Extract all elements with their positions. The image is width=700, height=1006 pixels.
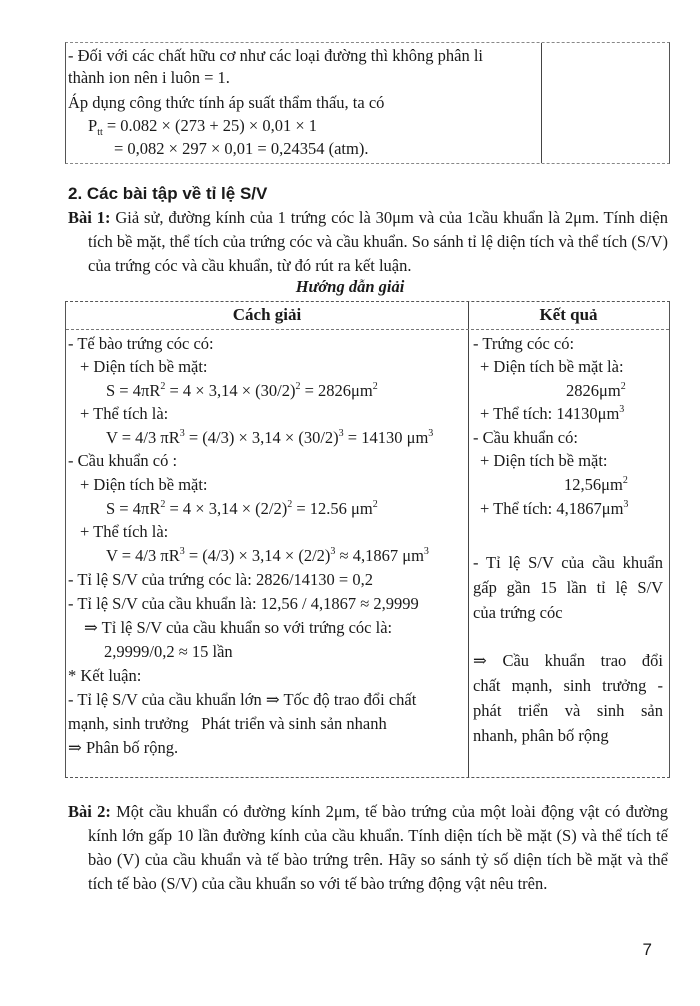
formula-part: V = 4/3 πR xyxy=(106,546,180,565)
result-line: - Tỉ lệ S/V của cầu khuẩn xyxy=(473,553,663,572)
formula-part: = 4 × 3,14 × (2/2) xyxy=(165,499,288,518)
method-line: + Diện tích bề mặt: xyxy=(80,475,208,494)
column-header-result: Kết quả xyxy=(539,305,598,324)
formula-line xyxy=(106,427,433,449)
result-line: của trứng cóc xyxy=(473,603,563,622)
result-line xyxy=(564,474,628,496)
formula-subscript: tt xyxy=(97,127,103,138)
result-line: ⇒ Cầu khuẩn trao đổi xyxy=(473,651,663,670)
text-line: - Đối với các chất hữu cơ như các loại đường thì không phân li xyxy=(68,46,483,65)
formula-part: = 2826μm xyxy=(300,381,373,400)
result-line: + Diện tích bề mặt là: xyxy=(480,357,624,376)
formula-line xyxy=(88,116,317,136)
formula-line xyxy=(106,545,429,567)
result-line: + Diện tích bề mặt: xyxy=(480,451,608,470)
formula-exponent: 2 xyxy=(372,499,378,510)
formula-exponent: 3 xyxy=(179,428,185,439)
result-line xyxy=(480,403,624,425)
formula-part: = 4 × 3,14 × (30/2) xyxy=(165,381,296,400)
formula-exponent: 3 xyxy=(428,428,434,439)
formula-expression: = 0.082 × (273 + 25) × 0,01 × 1 xyxy=(102,116,318,135)
problem-label: Bài 1: xyxy=(68,208,111,227)
formula-exponent: 3 xyxy=(338,428,344,439)
formula-exponent: 2 xyxy=(372,381,378,392)
formula-exponent: 3 xyxy=(179,546,185,557)
previous-solution-table xyxy=(65,42,670,164)
guide-title: Hướng dẫn giải xyxy=(295,277,405,296)
formula-part: S = 4πR xyxy=(106,499,161,518)
result-line: - Trứng cóc có: xyxy=(473,334,575,353)
page-number: 7 xyxy=(642,940,652,959)
formula-part: = (4/3) × 3,14 × (2/2) xyxy=(184,546,331,565)
formula-symbol: P xyxy=(88,116,98,135)
formula-exponent: 2 xyxy=(287,499,293,510)
result-exponent: 3 xyxy=(619,404,625,415)
result-line: - Cầu khuẩn có: xyxy=(473,428,578,447)
text-line: thành ion nên i luôn = 1. xyxy=(68,68,230,87)
result-line: gấp gần 15 lần tỉ lệ S/V xyxy=(473,578,663,597)
result-line xyxy=(566,380,626,402)
formula-part: V = 4/3 πR xyxy=(106,428,180,447)
method-line: - Tỉ lệ S/V của cầu khuẩn là: 12,56 / 4,1867 ≈ 2,9999 xyxy=(68,594,419,613)
formula-line xyxy=(106,498,378,520)
formula-part: = (4/3) × 3,14 × (30/2) xyxy=(184,428,339,447)
result-line: phát triển và sinh sản xyxy=(473,701,663,720)
result-line: nhanh, phân bố rộng xyxy=(473,726,609,745)
section-heading: 2. Các bài tập về tỉ lệ S/V xyxy=(68,184,268,203)
method-line: + Diện tích bề mặt: xyxy=(80,357,208,376)
result-value: 2826μm xyxy=(566,381,621,400)
problem-label: Bài 2: xyxy=(68,802,111,821)
formula-exponent: 2 xyxy=(160,499,166,510)
conclusion-label: * Kết luận: xyxy=(68,666,142,685)
method-line: + Thể tích là: xyxy=(80,404,169,423)
method-line: mạnh, sinh trưởng Phát triển và sinh sản nhanh xyxy=(68,714,387,733)
problem-text: Giả sử, đường kính của 1 trứng cóc là 30μm và của 1cầu khuẩn là 2μm. Tính diện tích bề mặt, thể tích của trứng cóc và cầu khuẩn. So sánh tỉ lệ diện tích và thể tích (S/V) của trứng cóc và cầu khuẩn, từ đó rút ra kết luận. xyxy=(88,208,668,275)
table-header-divider xyxy=(66,329,669,330)
result-value: 12,56μm xyxy=(564,475,623,494)
result-exponent: 2 xyxy=(622,475,628,486)
formula-part: = 14130 μm xyxy=(343,428,429,447)
column-header-method: Cách giải xyxy=(232,305,302,324)
method-line: + Thể tích là: xyxy=(80,522,169,541)
formula-exponent: 3 xyxy=(330,546,336,557)
method-line: ⇒ Phân bố rộng. xyxy=(68,738,179,757)
method-line: - Cầu khuẩn có : xyxy=(68,451,178,470)
method-line: - Tỉ lệ S/V của trứng cóc là: 2826/14130 = 0,2 xyxy=(68,570,373,589)
formula-part: = 12.56 μm xyxy=(292,499,373,518)
formula-part: ≈ 4,1867 μm xyxy=(335,546,424,565)
result-exponent: 3 xyxy=(623,499,629,510)
problem-2 xyxy=(68,800,668,896)
result-line xyxy=(480,498,628,520)
formula-part: S = 4πR xyxy=(106,381,161,400)
solution-table xyxy=(65,301,670,778)
formula-exponent: 2 xyxy=(295,381,301,392)
result-value: + Thể tích: 14130μm xyxy=(480,404,620,423)
method-line: - Tế bào trứng cóc có: xyxy=(68,334,214,353)
table-column-divider xyxy=(541,43,542,163)
result-exponent: 2 xyxy=(620,381,626,392)
method-line: 2,9999/0,2 ≈ 15 lần xyxy=(104,642,233,661)
result-value: + Thể tích: 4,1867μm xyxy=(480,499,624,518)
formula-line: = 0,082 × 297 × 0,01 = 0,24354 (atm). xyxy=(114,139,369,158)
formula-line xyxy=(106,380,378,402)
method-line: ⇒ Tỉ lệ S/V của cầu khuẩn so với trứng cóc là: xyxy=(84,618,393,637)
result-line: chất mạnh, sinh trưởng - xyxy=(473,676,663,695)
table-column-divider xyxy=(468,302,469,777)
problem-1 xyxy=(68,206,668,278)
problem-text: Một cầu khuẩn có đường kính 2μm, tế bào trứng của một loài động vật có đường kính lớn gấp 10 lần đường kính của cầu khuẩn. Tính diện tích bề mặt (S) và thể tích tế bào (V) của cầu khuẩn và tế bào trứng trên. Hãy so sánh tỷ số diện tích bề mặt và thể tích tế bào (S/V) của cầu khuẩn so với tế bào trứng động vật nêu trên. xyxy=(88,802,668,893)
formula-exponent: 2 xyxy=(160,381,166,392)
text-line: Áp dụng công thức tính áp suất thẩm thấu, ta có xyxy=(68,93,385,112)
formula-exponent: 3 xyxy=(423,546,429,557)
method-line: - Tỉ lệ S/V của cầu khuẩn lớn ⇒ Tốc độ trao đổi chất xyxy=(68,690,417,709)
